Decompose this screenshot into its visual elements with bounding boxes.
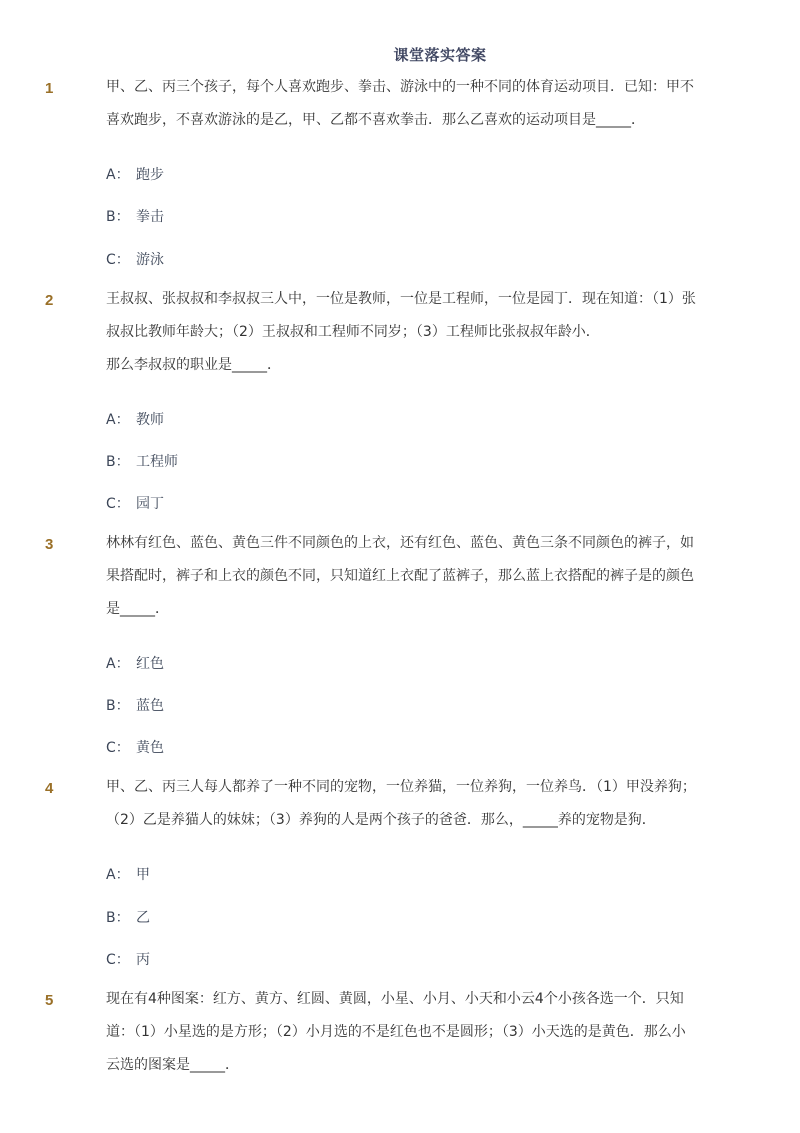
option-text: 园丁 bbox=[136, 496, 164, 512]
question-stem bbox=[106, 80, 716, 137]
stem-line: （2）乙是养猫人的妹妹；（3）养狗的人是两个孩子的爸爸．那么，_____养的宠物是狗． bbox=[106, 812, 656, 828]
option-letter: B： bbox=[106, 209, 130, 225]
option-letter: A： bbox=[106, 167, 130, 183]
question-number: 2 bbox=[45, 292, 54, 309]
stem-line: 是_____． bbox=[106, 601, 169, 617]
option-text: 黄色 bbox=[136, 740, 164, 756]
option-letter: A： bbox=[106, 656, 130, 672]
option-a[interactable] bbox=[106, 864, 150, 884]
option-letter: A： bbox=[106, 867, 130, 883]
option-letter: C： bbox=[106, 252, 130, 268]
option-c[interactable] bbox=[106, 949, 150, 969]
question-number: 5 bbox=[45, 992, 54, 1009]
stem-line: 道：（1）小星选的是方形；（2）小月选的不是红色也不是圆形；（3）小天选的是黄色．那么小 bbox=[106, 1024, 686, 1040]
stem-line: 甲、乙、丙三人每人都养了一种不同的宠物，一位养猫，一位养狗，一位养鸟．（1）甲没养狗； bbox=[106, 779, 696, 795]
question-stem bbox=[106, 992, 716, 1082]
question-stem bbox=[106, 780, 716, 837]
option-text: 甲 bbox=[136, 867, 150, 883]
option-text: 教师 bbox=[136, 412, 164, 428]
option-b[interactable] bbox=[106, 695, 164, 715]
stem-line: 云选的图案是_____． bbox=[106, 1057, 239, 1073]
option-a[interactable] bbox=[106, 653, 164, 673]
stem-line: 甲、乙、丙三个孩子，每个人喜欢跑步、拳击、游泳中的一种不同的体育运动项目．已知：甲不 bbox=[106, 79, 694, 95]
option-text: 跑步 bbox=[136, 167, 164, 183]
option-letter: A： bbox=[106, 412, 130, 428]
page-title: 课堂落实答案 bbox=[393, 46, 487, 64]
option-b[interactable] bbox=[106, 451, 178, 471]
option-letter: B： bbox=[106, 698, 130, 714]
option-text: 游泳 bbox=[136, 252, 164, 268]
option-a[interactable] bbox=[106, 164, 164, 184]
option-text: 红色 bbox=[136, 656, 164, 672]
option-text: 工程师 bbox=[136, 454, 178, 470]
option-letter: B： bbox=[106, 910, 130, 926]
option-b[interactable] bbox=[106, 907, 150, 927]
option-text: 乙 bbox=[136, 910, 150, 926]
option-letter: B： bbox=[106, 454, 130, 470]
option-c[interactable] bbox=[106, 493, 164, 513]
stem-line: 王叔叔、张叔叔和李叔叔三人中，一位是教师，一位是工程师，一位是园丁．现在知道：（1）张 bbox=[106, 291, 696, 307]
option-letter: C： bbox=[106, 952, 130, 968]
question-number: 4 bbox=[45, 780, 54, 797]
option-a[interactable] bbox=[106, 409, 164, 429]
option-c[interactable] bbox=[106, 249, 164, 269]
stem-line: 那么李叔叔的职业是_____． bbox=[106, 357, 281, 373]
stem-line: 喜欢跑步，不喜欢游泳的是乙，甲、乙都不喜欢拳击．那么乙喜欢的运动项目是_____． bbox=[106, 112, 645, 128]
stem-line: 现在有4种图案：红方、黄方、红圆、黄圆，小星、小月、小天和小云4个小孩各选一个．只知 bbox=[106, 991, 684, 1007]
question-number: 1 bbox=[45, 80, 54, 97]
option-letter: C： bbox=[106, 740, 130, 756]
option-b[interactable] bbox=[106, 206, 164, 226]
option-letter: C： bbox=[106, 496, 130, 512]
option-text: 丙 bbox=[136, 952, 150, 968]
option-c[interactable] bbox=[106, 737, 164, 757]
option-text: 蓝色 bbox=[136, 698, 164, 714]
stem-line: 果搭配时，裤子和上衣的颜色不同，只知道红上衣配了蓝裤子，那么蓝上衣搭配的裤子是的颜色 bbox=[106, 568, 694, 584]
question-stem bbox=[106, 292, 716, 382]
question-stem bbox=[106, 536, 716, 626]
stem-line: 林林有红色、蓝色、黄色三件不同颜色的上衣，还有红色、蓝色、黄色三条不同颜色的裤子，如 bbox=[106, 535, 694, 551]
option-text: 拳击 bbox=[136, 209, 164, 225]
question-number: 3 bbox=[45, 536, 54, 553]
stem-line: 叔叔比教师年龄大；（2）王叔叔和工程师不同岁；（3）工程师比张叔叔年龄小． bbox=[106, 324, 600, 340]
